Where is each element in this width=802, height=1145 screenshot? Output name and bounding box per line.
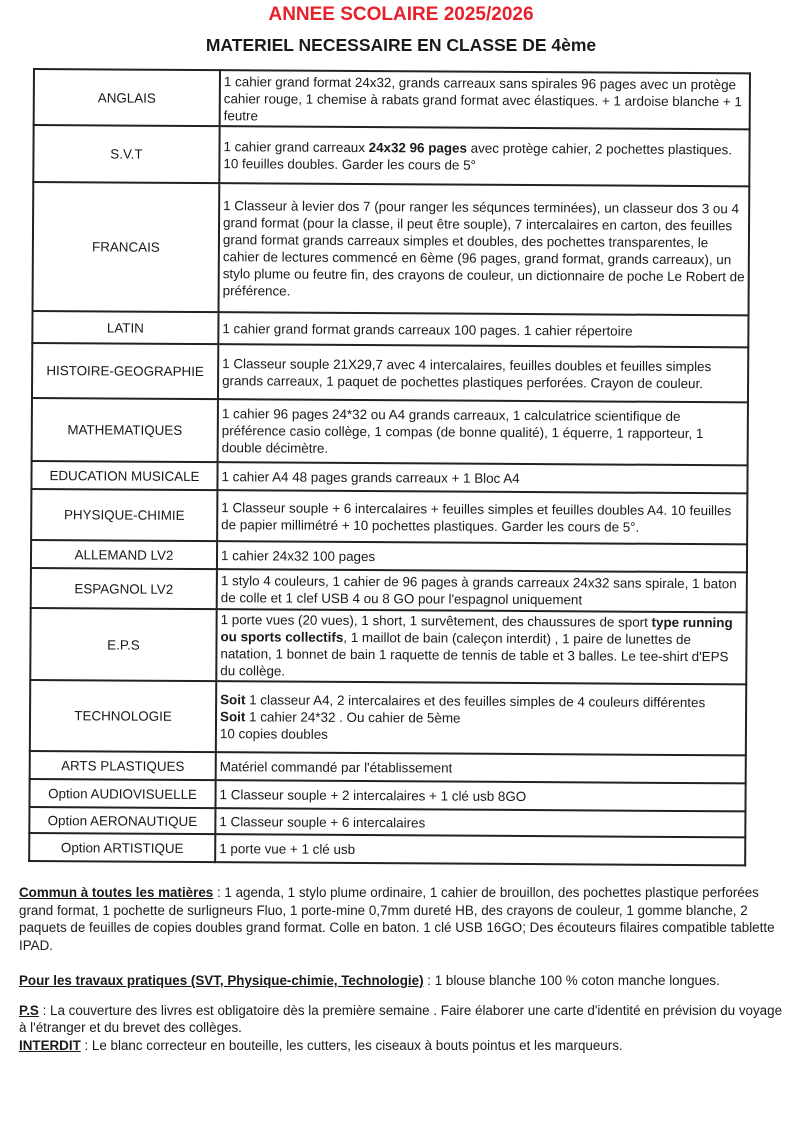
items-text: 1 cahier 24x32 100 pages bbox=[220, 547, 376, 564]
ps-text: : La couverture des livres est obligatoire dès la première semaine . Faire élaborer une carte d'identité en prévision du voyage à l'étranger et du brevet des collèges. bbox=[19, 1002, 783, 1035]
subject-cell: E.P.S bbox=[30, 608, 216, 681]
page-subtitle: MATERIEL NECESSAIRE EN CLASSE DE 4ème bbox=[205, 35, 597, 55]
practical-note bbox=[19, 972, 785, 990]
items-cell bbox=[219, 183, 750, 315]
items-cell bbox=[217, 490, 747, 544]
forbidden-text: : Le blanc correcteur en bouteille, les cutters, les ciseaux à bouts pointus et les marqueurs. bbox=[80, 1037, 623, 1053]
table-row bbox=[32, 311, 748, 347]
items-cell bbox=[220, 70, 750, 129]
table-row bbox=[31, 489, 747, 544]
items-cell bbox=[215, 780, 745, 811]
items-text: , 1 maillot de bain (caleçon interdit) , 1 paire de lunettes de natation, 1 bonnet de bain 1 raquette de tennis de table et 3 balles. Le tee-shirt d'EPS du collège. bbox=[220, 629, 729, 679]
subject-cell: ARTS PLASTIQUES bbox=[30, 751, 216, 780]
items-cell bbox=[216, 681, 746, 755]
common-note bbox=[19, 884, 785, 954]
ps-note bbox=[19, 1002, 785, 1037]
items-text: 1 Classeur souple 21X29,7 avec 4 intercalaires, feuilles doubles et feuilles simples grands carreaux, 1 paquet de pochettes plastiques perforées. Crayon de couleur. bbox=[222, 355, 712, 391]
supply-table bbox=[28, 68, 751, 866]
page-title: ANNEE SCOLAIRE 2025/2026 bbox=[268, 4, 534, 25]
items-cell bbox=[215, 834, 745, 865]
table-row bbox=[31, 540, 747, 572]
items-text-bold: type running ou sports collectifs bbox=[220, 614, 733, 645]
items-text: 1 cahier 24*32 . Ou cahier de 5ème bbox=[245, 709, 461, 726]
practical-label: Pour les travaux pratiques (SVT, Physique-chimie, Technologie) bbox=[19, 973, 424, 988]
items-text: 1 porte vue + 1 clé usb bbox=[219, 840, 356, 857]
items-text-bold: Soit bbox=[220, 692, 246, 708]
table-row bbox=[33, 125, 749, 186]
items-text: 1 cahier 96 pages 24*32 ou A4 grands carreaux, 1 calculatrice scientifique de préférence casio collège, 1 compas (de bonne qualité), 1 équerre, 1 rapporteur, 1 double décimètre. bbox=[221, 406, 704, 456]
table-row bbox=[31, 461, 747, 493]
table-row bbox=[33, 182, 750, 315]
items-cell bbox=[218, 399, 748, 465]
common-text: : 1 agenda, 1 stylo plume ordinaire, 1 cahier de brouillon, des pochettes plastique perforées grand format, 1 pochette de surligneurs Fluo, 1 porte-mine 0,7mm dureté HB, des crayons de couleur, 1 gomme blanche, 2 paquets de feuilles de copies doubles grand format. Colle en baton. 1 clé USB 16GO; Des écouteurs filaires compatible tablette IPAD. bbox=[19, 885, 775, 953]
supply-table-body bbox=[29, 69, 750, 865]
items-cell bbox=[217, 462, 747, 493]
items-text: 1 cahier grand format grands carreaux 100 pages. 1 cahier répertoire bbox=[222, 320, 633, 339]
table-row bbox=[32, 343, 748, 402]
items-text: 1 cahier grand format 24x32, grands carreaux sans spirales 96 pages avec un protège cahier rouge, 1 chemise à rabats grand format avec élastiques. + 1 ardoise blanche + 1 feutre bbox=[223, 73, 742, 123]
items-text: 1 cahier A4 48 pages grands carreaux + 1 Bloc A4 bbox=[221, 468, 520, 486]
forbidden-label: INTERDIT bbox=[19, 1037, 81, 1053]
subject-cell: LATIN bbox=[32, 311, 218, 344]
table-row bbox=[30, 608, 746, 684]
items-text: avec protège cahier, 2 pochettes plastiques. 10 feuilles doubles. Garder les cours de 5° bbox=[223, 140, 733, 173]
items-cell bbox=[215, 808, 745, 837]
subject-cell: EDUCATION MUSICALE bbox=[31, 461, 217, 490]
forbidden-note bbox=[19, 1037, 785, 1055]
subject-cell: Option ARTISTIQUE bbox=[29, 833, 215, 862]
items-text-bold: Soit bbox=[219, 709, 246, 725]
subject-cell: TECHNOLOGIE bbox=[30, 680, 216, 752]
items-text: 1 stylo 4 couleurs, 1 cahier de 96 pages à grands carreaux 24x32 sans spirale, 1 baton de colle et 1 clef USB 4 ou 8 GO pour l'espagnol uniquement bbox=[220, 573, 737, 608]
subject-cell: Option AUDIOVISUELLE bbox=[29, 779, 215, 808]
subject-cell: S.V.T bbox=[33, 125, 219, 183]
items-cell bbox=[217, 541, 747, 572]
common-label: Commun à toutes les matières bbox=[19, 885, 214, 900]
table-row bbox=[29, 779, 745, 811]
items-cell bbox=[217, 569, 747, 612]
items-cell bbox=[216, 752, 746, 783]
subject-cell: PHYSIQUE-CHIMIE bbox=[31, 489, 217, 541]
notes-section bbox=[19, 884, 785, 1054]
table-row bbox=[34, 69, 750, 129]
subject-cell: ANGLAIS bbox=[34, 69, 220, 126]
table-row bbox=[31, 568, 747, 612]
items-text: 1 Classeur souple + 6 intercalaires bbox=[219, 813, 426, 830]
items-text: 1 Classeur souple + 2 intercalaires + 1 clé usb 8GO bbox=[219, 786, 527, 804]
ps-label: P.S bbox=[19, 1002, 39, 1018]
subject-cell: ESPAGNOL LV2 bbox=[31, 568, 217, 609]
items-text-bold: 24x32 96 pages bbox=[368, 139, 468, 156]
subject-cell: Option AERONAUTIQUE bbox=[29, 807, 215, 834]
items-text: 10 copies doubles bbox=[219, 726, 328, 742]
items-cell bbox=[218, 312, 748, 347]
practical-text: : 1 blouse blanche 100 % coton manche longues. bbox=[423, 973, 720, 988]
table-row bbox=[30, 751, 746, 783]
table-row bbox=[29, 833, 745, 865]
items-text: 1 cahier grand carreaux bbox=[223, 138, 369, 155]
items-text: 1 Classeur à levier dos 7 (pour ranger les séqunces terminées), un classeur dos 3 ou 4 grand format (pour la classe, il peut être souple), 7 intercalaires en carton, des feuilles grand format grands carreaux simples et doubles, des pochettes transparentes, le cahier de lectures commencé en 6ème (96 pages, grand format, grands carreaux), un stylo plume ou feutre fin, des crayons de couleur, un dictionnaire de poche Le Robert de préférence. bbox=[222, 197, 745, 299]
subject-cell: HISTOIRE-GEOGRAPHIE bbox=[32, 343, 218, 399]
items-text: 1 Classeur souple + 6 intercalaires + feuilles simples et feuilles doubles A4. 10 feuilles de papier millimétré + 10 pochettes plastiques. Garder les cours de 5°. bbox=[221, 499, 732, 535]
subject-cell: MATHEMATIQUES bbox=[32, 398, 218, 462]
table-row bbox=[32, 398, 748, 465]
items-text: Matériel commandé par l'établissement bbox=[219, 758, 453, 776]
table-row bbox=[30, 680, 746, 755]
subject-cell: FRANCAIS bbox=[33, 182, 220, 312]
items-cell bbox=[218, 344, 748, 402]
items-text: 1 classeur A4, 2 intercalaires et des feuilles simples de 4 couleurs différentes bbox=[245, 692, 706, 711]
items-text: 1 porte vues (20 vues), 1 short, 1 survêtement, des chaussures de sport bbox=[220, 612, 652, 630]
items-cell bbox=[216, 609, 746, 684]
items-cell bbox=[219, 126, 749, 186]
subject-cell: ALLEMAND LV2 bbox=[31, 540, 217, 569]
